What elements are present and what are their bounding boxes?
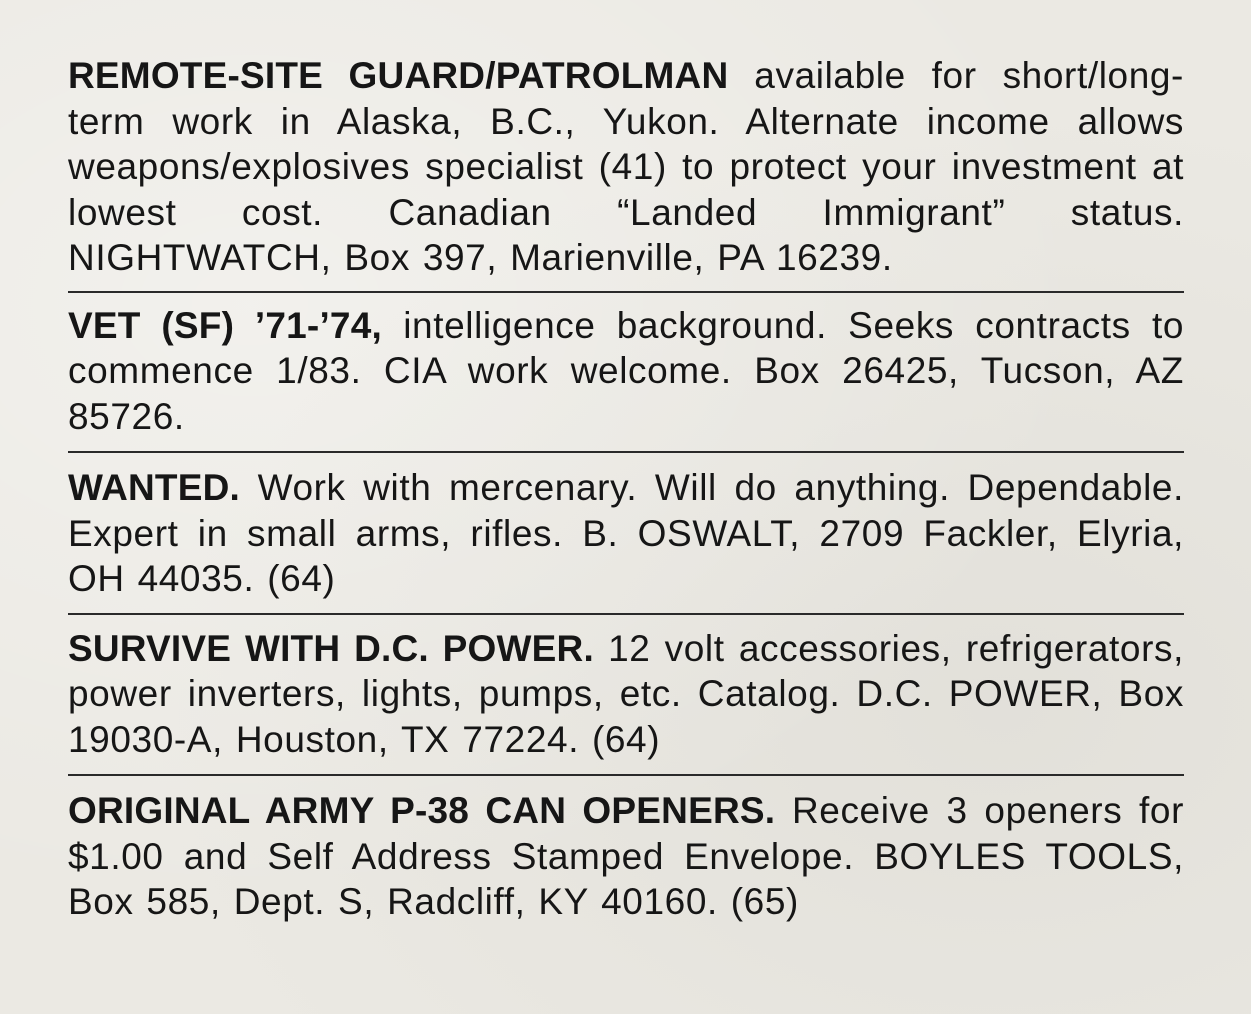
ad-body: 12 volt accessories, refrigerators, power inverters, lights, pumps, etc. Catalog. D.C. POWER, Box 19030-A, Houston, TX 77224. (64) [68,627,1184,760]
ad-body: available for short/long-term work in Alaska, B.C., Yukon. Alternate income allows weapons/explosives specialist (41) to protect your investment at lowest cost. Canadian “Landed Immigrant” status. NIGHTWATCH, Box 397, Marienville, PA 16239. [68,55,1184,278]
ad-heading: SURVIVE WITH D.C. POWER. [68,627,594,669]
ad-heading: REMOTE-SITE GUARD/PATROLMAN [68,55,729,96]
ad-heading: WANTED. [68,467,241,508]
ad-divider [68,613,1184,615]
classified-ad-remote-site-guard [68,53,1184,281]
ad-body: intelligence background. Seeks contracts to commence 1/83. CIA work welcome. Box 26425, Tucson, AZ 85726. [68,304,1185,437]
classified-ads-column [68,53,1184,925]
ad-heading: VET (SF) ’71-’74, [68,304,382,346]
ad-divider [68,451,1184,453]
classified-ad-wanted [68,465,1184,602]
ad-divider [68,774,1184,776]
classified-ad-dc-power [68,626,1184,763]
classified-ad-vet-sf [68,303,1184,440]
ad-body: Receive 3 openers for $1.00 and Self Address Stamped Envelope. BOYLES TOOLS, Box 585, Dept. S, Radcliff, KY 40160. (65) [68,790,1184,922]
ad-divider [68,291,1184,293]
ad-heading: ORIGINAL ARMY P-38 CAN OPENERS. [68,790,776,831]
classified-ad-can-openers [68,788,1184,925]
ad-body: Work with mercenary. Will do anything. Dependable. Expert in small arms, rifles. B. OSWALT, 2709 Fackler, Elyria, OH 44035. (64) [68,467,1184,599]
